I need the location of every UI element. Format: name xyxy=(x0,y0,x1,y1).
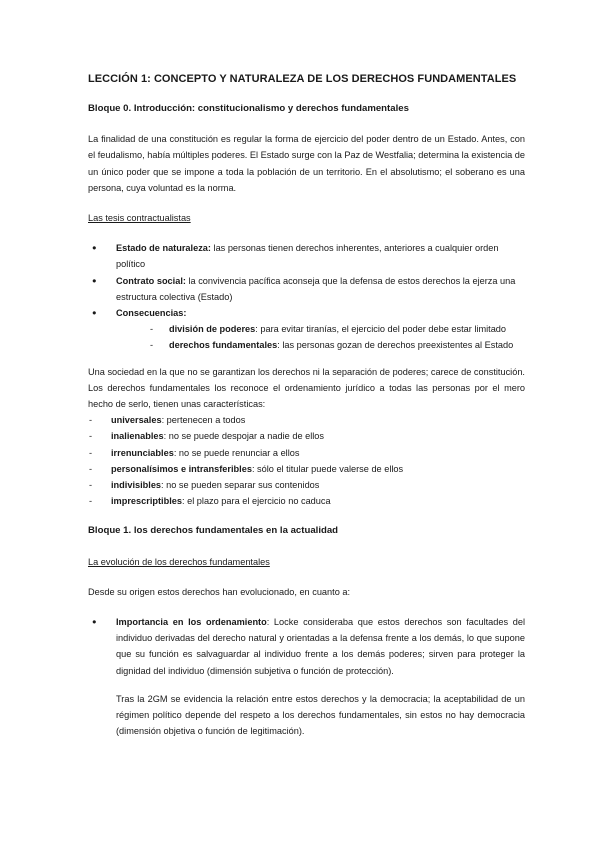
caracteristica-text: : pertenecen a todos xyxy=(161,415,246,426)
caracteristica-text: : el plazo para el ejercicio no caduca xyxy=(181,496,331,507)
list-item xyxy=(92,240,525,272)
caracteristica-term: personalísimos e intransferibles xyxy=(111,463,252,474)
list-item xyxy=(150,337,525,353)
importancia-paragraph xyxy=(116,614,525,679)
list-item xyxy=(88,428,525,444)
consecuencia-text: : para evitar tiranías, el ejercicio del poder debe estar limitado xyxy=(255,324,507,335)
importancia-text: : Locke consideraba que estos derechos son facultades del individuo derivadas del derecho natural y orientadas a la defensa frente a los demás, lo que supone que su función es salvaguardar al individuo frente a los demás poderes; sirven para proteger la dignidad del individuo (dimensión subjetiva o función de protección). xyxy=(116,617,525,676)
evolucion-intro: Desde su origen estos derechos han evolucionado, en cuanto a: xyxy=(88,586,351,597)
list-item xyxy=(150,321,525,337)
caracteristica-text: : no se pueden separar sus contenidos xyxy=(161,480,320,491)
bloque0-heading: Bloque 0. Introducción: constitucionalismo y derechos fundamentales xyxy=(88,103,409,114)
list-item xyxy=(92,614,525,739)
caracteristica-term: indivisibles xyxy=(111,480,162,491)
list-item xyxy=(92,273,525,305)
consecuencia-term: derechos fundamentales xyxy=(169,340,278,351)
caracteristica-term: inalienables xyxy=(111,431,164,442)
caracteristicas-paragraph: Una sociedad en la que no se garantizan los derechos ni la separación de poderes; carece de constitución. Los derechos fundamentales los reconoce el ordenamiento jurídico a todas las personas por el mero hecho de serlo, tienen unas características: xyxy=(88,366,525,410)
document-content xyxy=(88,71,525,740)
caracteristica-term: universales xyxy=(111,415,162,426)
list-item xyxy=(88,493,525,509)
tesis-heading: Las tesis contractualistas xyxy=(88,213,191,224)
tesis-term: Contrato social: xyxy=(116,275,186,286)
consecuencias-list xyxy=(116,321,525,353)
list-item xyxy=(88,477,525,493)
evolucion-list xyxy=(92,614,525,739)
tesis-text: la convivencia pacífica aconseja que la defensa de estos derechos la ejerza una estructura colectiva (Estado) xyxy=(116,275,516,302)
caracteristica-text: : no se puede despojar a nadie de ellos xyxy=(163,431,325,442)
caracteristica-term: irrenunciables xyxy=(111,447,174,458)
tesis-list xyxy=(92,240,525,353)
tesis-term: Consecuencias: xyxy=(116,308,187,319)
list-item xyxy=(88,461,525,477)
caracteristica-text: : sólo el titular puede valerse de ellos xyxy=(251,463,404,474)
consecuencia-term: división de poderes xyxy=(169,324,256,335)
intro-paragraph: La finalidad de una constitución es regular la forma de ejercicio del poder dentro de un Estado. Antes, con el feudalismo, había múltiples poderes. El Estado surge con la Paz de Westfalia; determina la existencia de un único poder que se impone a toda la población de un territorio. En el absolutismo; el soberano es una persona, cuya voluntad es la norma. xyxy=(88,134,525,193)
importancia-term: Importancia en los ordenamiento xyxy=(116,617,267,628)
list-item xyxy=(92,305,525,354)
tesis-text: las personas tienen derechos inherentes, anteriores a cualquier orden político xyxy=(116,243,499,270)
evolucion-heading: La evolución de los derechos fundamentales xyxy=(88,556,270,567)
caracteristica-text: : no se puede renunciar a ellos xyxy=(173,447,300,458)
list-item xyxy=(88,412,525,428)
page-title: LECCIÓN 1: CONCEPTO Y NATURALEZA DE LOS DERECHOS FUNDAMENTALES xyxy=(88,73,517,85)
importancia-paragraph-2: Tras la 2GM se evidencia la relación entre estos derechos y la democracia; la aceptabilidad de un régimen político depende del respeto a los derechos fundamentales, sin estos no hay democracia (dimensión objetiva o función de legitimación). xyxy=(116,693,525,737)
bloque1-heading: Bloque 1. los derechos fundamentales en la actualidad xyxy=(88,525,339,537)
caracteristica-term: imprescriptibles xyxy=(111,496,182,507)
consecuencia-text: : las personas gozan de derechos preexistentes al Estado xyxy=(277,340,514,351)
list-item xyxy=(88,445,525,461)
tesis-term: Estado de naturaleza: xyxy=(116,243,211,254)
caracteristicas-list xyxy=(88,412,525,509)
